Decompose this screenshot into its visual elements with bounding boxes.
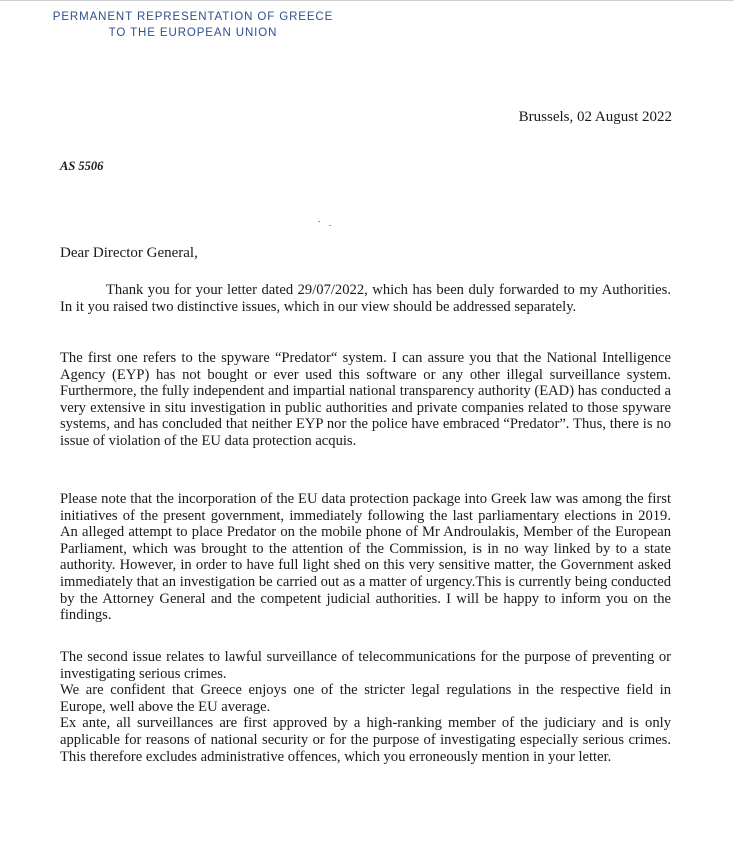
surveillance-regulation-sentence: We are confident that Greece enjoys one of the stricter legal regulations in the respective field in Europe, well above the EU average. [60,682,671,715]
letter-date: Brussels, 02 August 2022 [518,109,672,125]
letterhead-line-1: PERMANENT REPRESENTATION OF GREECE [52,11,334,23]
paragraph-lawful-surveillance [60,649,671,765]
salutation: Dear Director General, [60,245,198,261]
paragraph-intro: Thank you for your letter dated 29/07/2022, which has been duly forwarded to my Authorities. In it you raised two distinctive issues, which in our view should be addressed separately. [60,282,671,315]
letterhead-line-2: TO THE EUROPEAN UNION [108,27,278,39]
paragraph-data-protection: Please note that the incorporation of the EU data protection package into Greek law was among the first initiatives of the present government, immediately following the last parliamentary elections in 2019. An alleged attempt to place Predator on the mobile phone of Mr Androulakis, Member of the European Parliament, which was brought to the attention of the Commission, is in no way linked by to a state authority. However, in order to have full light shed on this very sensitive matter, the Government asked immediately that an investigation be carried out as a matter of urgency.This is currently being conducted by the Attorney General and the competent judicial authorities. I will be happy to inform you on the findings. [60,491,671,624]
surveillance-issue-sentence: The second issue relates to lawful surveillance of telecommunications for the purpose of preventing or investigating serious crimes. [60,649,671,682]
paragraph-predator: The first one refers to the spyware “Predator“ system. I can assure you that the National Intelligence Agency (EYP) has not bought or ever used this software or any other illegal surveillance system. Furthermore, the fully independent and impartial national transparency authority (EAD) has conducted a very extensive in situ investigation in public authorities and private companies related to those spyware systems, and has concluded that neither EYP nor the police have embraced “Predator”. Thus, there is no issue of violation of the EU data protection acquis. [60,350,671,449]
scan-speck [318,221,320,222]
surveillance-approval-sentence: Ex ante, all surveillances are first approved by a high-ranking member of the judiciary and is only applicable for reasons of national security or for the purpose of investigating especially serious crimes. This therefore excludes administrative offences, which you erroneously mention in your letter. [60,715,671,765]
scan-speck [329,225,331,226]
page-top-edge [0,0,734,1]
reference-number: AS 5506 [60,159,104,173]
letterhead [48,9,338,41]
